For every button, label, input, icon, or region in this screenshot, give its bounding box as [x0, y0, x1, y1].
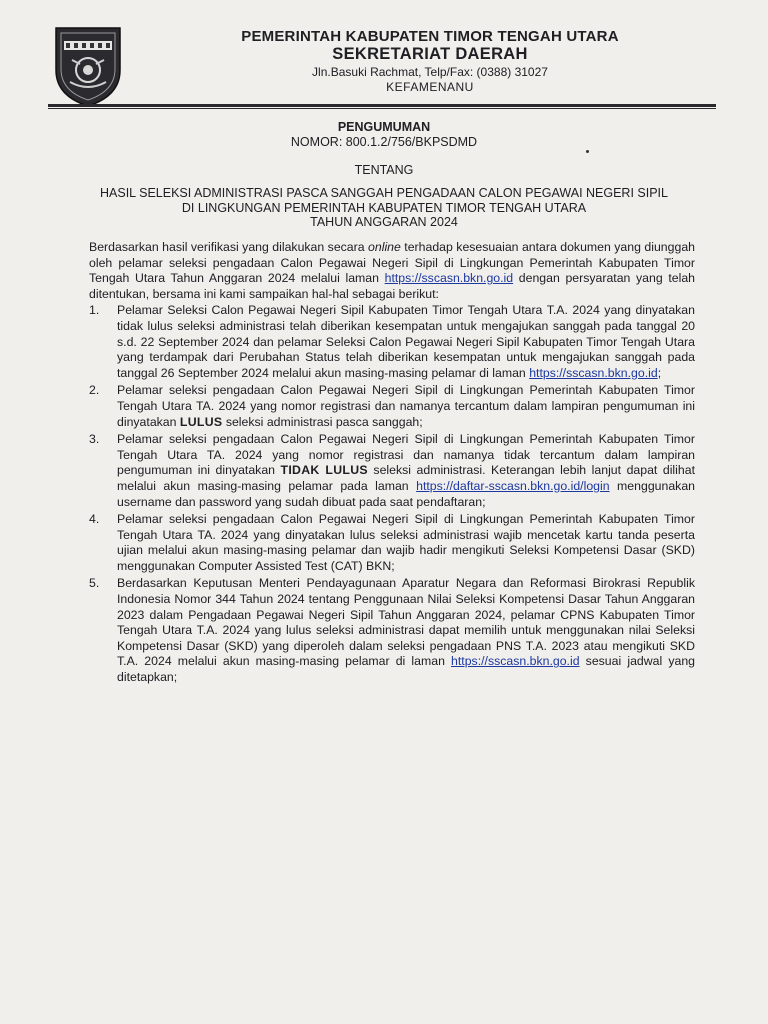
letterhead-city: KEFAMENANU	[386, 80, 474, 94]
list-item-text: Pelamar seleksi pengadaan Calon Pegawai Negeri Sipil di Lingkungan Pemerintah Kabupaten Timor Tengah Utara TA. 2024 yang dinyatakan lulus seleksi administrasi wajib mencetak kartu tanda peserta ujian melalui akun masing-masing pelamar dan wajib hadir mengikuti Seleksi Kompetensi Dasar (SKD) menggunakan Computer Assisted Test (CAT) BKN;	[117, 512, 695, 573]
subject-line-1: HASIL SELEKSI ADMINISTRASI PASCA SANGGAH PENGADAAN CALON PEGAWAI NEGERI SIPIL	[100, 186, 668, 200]
letterhead	[180, 28, 680, 94]
list-item-text-end: menggunakan username dan password yang sudah dibuat pada saat pendaftaran;	[117, 478, 695, 509]
list-item-text: Pelamar seleksi pengadaan Calon Pegawai Negeri Sipil di Lingkungan Pemerintah Kabupaten Timor Tengah Utara TA. 2024 yang nomor registrasi dan namanya tidak tercantum dalam lampiran pengumuman ini dinyatakan	[117, 432, 695, 478]
status-lulus: LULUS	[179, 414, 223, 429]
list-item-4	[89, 512, 695, 574]
scan-speck	[586, 150, 589, 153]
intro-sscasn-link[interactable]: https://sscasn.bkn.go.id	[384, 271, 514, 286]
list-item-number: 5.	[89, 576, 100, 591]
letterhead-address: Jln.Basuki Rachmat, Telp/Fax: (0388) 31027	[312, 65, 548, 79]
list-item-2	[89, 383, 695, 430]
list-item-text: Pelamar seleksi pengadaan Calon Pegawai Negeri Sipil di Lingkungan Pemerintah Kabupaten Timor Tengah Utara TA. 2024 yang nomor registrasi dan namanya tercantum dalam lampiran pengumuman ini dinyatakan	[117, 383, 695, 429]
announcement-list	[89, 303, 695, 685]
list-item-5	[89, 576, 695, 685]
sscasn-link[interactable]: https://sscasn.bkn.go.id	[529, 365, 658, 380]
intro-online-italic: online	[368, 240, 401, 254]
list-item-1	[89, 303, 695, 381]
announcement-title: PENGUMUMAN	[337, 120, 431, 134]
list-item-text-mid: seleksi administrasi. Keterangan lebih lanjut dapat dilihat melalui akun masing-masing pelamar pada laman	[117, 463, 695, 493]
status-tidak-lulus: TIDAK LULUS	[280, 463, 368, 478]
list-item-3	[89, 432, 695, 510]
intro-text-2: terhadap kesesuaian antara dokumen yang diunggah oleh pelamar seleksi pengadaan Calon Pegawai Negeri Sipil di Lingkungan Pemerintah Kabupaten Timor Tengah Utara Tahun Anggaran 2024 melalui laman	[89, 240, 695, 286]
announcement-body	[89, 240, 695, 688]
sscasn-link[interactable]: https://sscasn.bkn.go.id	[451, 654, 580, 669]
letterhead-secretariat: SEKRETARIAT DAERAH	[332, 45, 528, 63]
announcement-about: TENTANG	[354, 163, 414, 177]
announcement-number: NOMOR: 800.1.2/756/BKPSDMD	[290, 135, 478, 149]
daftar-sscasn-login-link[interactable]: https://daftar-sscasn.bkn.go.id/login	[416, 478, 610, 493]
list-item-text-end: ;	[657, 365, 662, 380]
list-item-text-end: sesuai jadwal yang ditetapkan;	[117, 654, 695, 685]
letterhead-government: PEMERINTAH KABUPATEN TIMOR TENGAH UTARA	[241, 28, 619, 45]
letterhead-rule-thick	[48, 104, 716, 107]
intro-text-3: dengan persyaratan yang telah ditentukan, bersama ini kami sampaikan hal-hal sebagai berikut:	[89, 271, 695, 301]
list-item-text: Berdasarkan Keputusan Menteri Pendayagunaan Aparatur Negara dan Reformasi Birokrasi Republik Indonesia Nomor 344 Tahun 2024 tentang Penggunaan Nilai Seleksi Kompetensi Dasar Tahun Anggaran 2023 dalam Pengadaan Pegawai Negeri Sipil Tahun Anggaran 2024, pelamar CPNS Kabupaten Timor Tengah Utara T.A. 2024 yang lulus seleksi administrasi dapat memilih untuk menggunakan nilai Seleksi Kompetensi Dasar (SKD) yang diperoleh dalam seleksi pengadaan PNS T.A. 2023 atau mengikuti SKD T.A. 2024 melalui akun masing-masing pelamar di laman	[117, 576, 695, 669]
list-item-number: 1.	[89, 303, 100, 318]
list-item-number: 3.	[89, 432, 100, 447]
intro-text-1: Berdasarkan hasil verifikasi yang dilakukan secara	[89, 240, 369, 254]
intro-paragraph	[89, 240, 695, 302]
announcement-subject	[40, 186, 728, 230]
list-item-text-end: seleksi administrasi pasca sanggah;	[222, 414, 423, 429]
subject-line-2: DI LINGKUNGAN PEMERINTAH KABUPATEN TIMOR TENGAH UTARA	[181, 200, 587, 215]
list-item-number: 2.	[89, 383, 100, 398]
list-item-text: Pelamar Seleksi Calon Pegawai Negeri Sipil Kabupaten Timor Tengah Utara T.A. 2024 yang dinyatakan tidak lulus seleksi administrasi telah diberikan kesempatan untuk mengajukan sanggah pada tanggal 20 s.d. 22 September 2024 dan pelamar Seleksi Calon Pegawai Negeri Sipil Kabupaten Timor Tengah Utara yang terdampak dari Perubahan Status telah diberikan kesempatan untuk mengajukan sanggah pada tanggal 26 September 2024 melalui akun masing-masing pelamar di laman	[117, 303, 695, 380]
letterhead-rule-thin	[48, 108, 716, 109]
list-item-number: 4.	[89, 512, 100, 527]
subject-line-3: TAHUN ANGGARAN 2024	[310, 215, 458, 229]
regency-shield-emblem-icon	[50, 24, 126, 108]
